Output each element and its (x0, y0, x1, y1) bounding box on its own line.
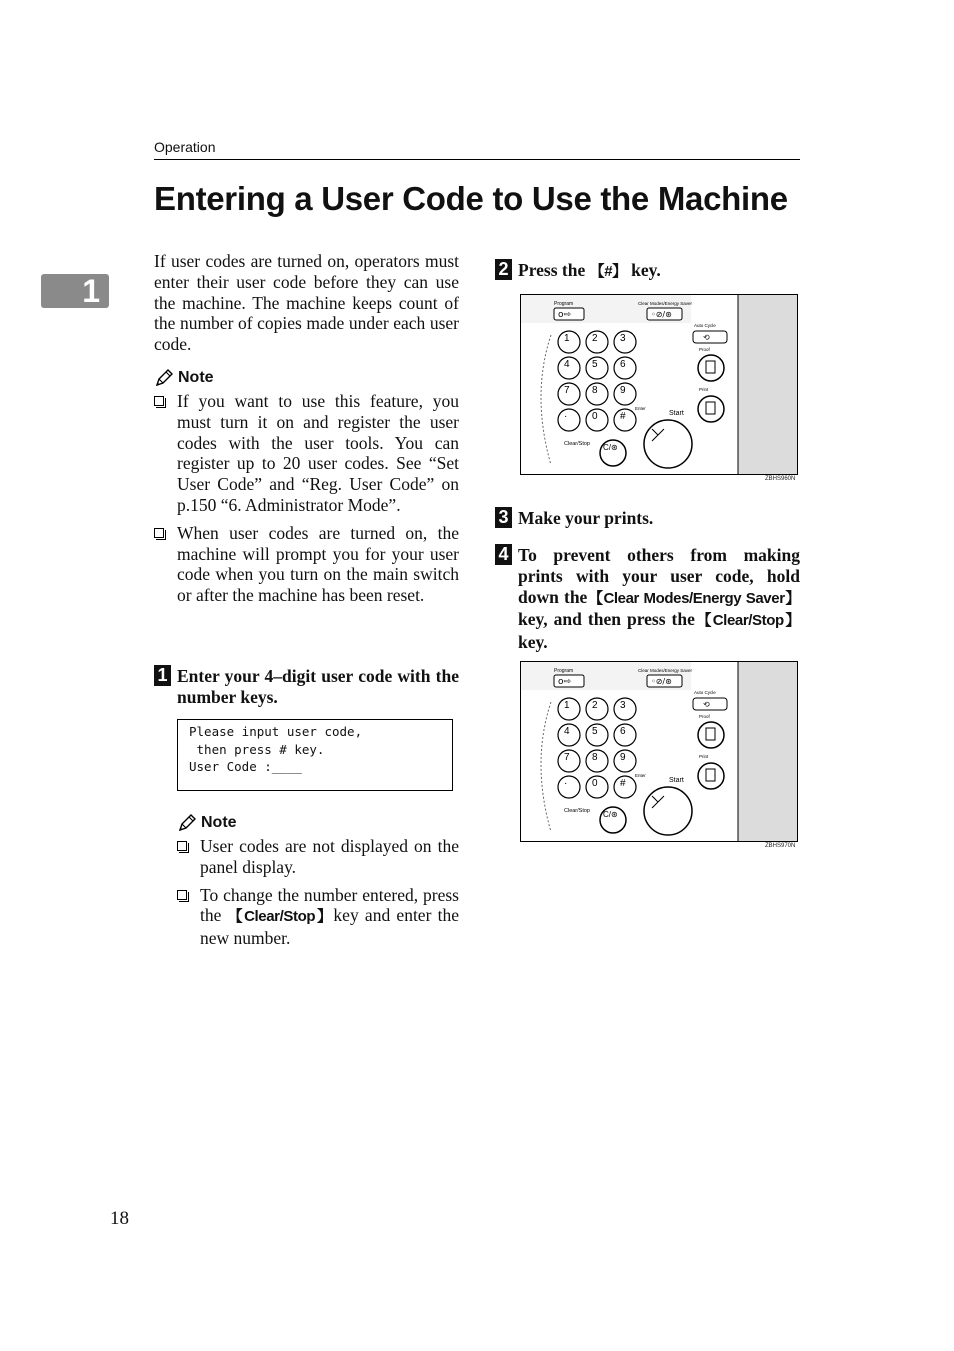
note-item (154, 391, 459, 516)
panel-group (521, 295, 798, 475)
number-key-label: 4 (564, 359, 570, 370)
print-key (698, 763, 724, 789)
key-name: 【Clear/Stop】 (227, 908, 334, 926)
step-3 (495, 508, 800, 529)
checkbox-bullet-icon (177, 841, 187, 851)
number-key-label: 9 (620, 752, 626, 763)
pencil-icon (154, 368, 174, 388)
control-panel-figure-2 (520, 661, 798, 842)
control-panel-figure-1 (520, 294, 798, 475)
start-key (644, 787, 692, 835)
clear-stop-key-text: C/⊛ (603, 810, 618, 819)
number-key-label: 3 (620, 700, 626, 711)
number-key-label: # (620, 411, 626, 422)
auto-cycle-icon: ⟲ (703, 333, 710, 342)
enter-label: Enter (635, 406, 646, 411)
step-4 (495, 545, 800, 653)
step-1 (154, 666, 459, 708)
step-text-part: To prevent others from making prints with your user code, hold down the (518, 545, 800, 607)
note-item-text: If you want to use this feature, you must turn it on and register the user codes with the user tools. You can register up to 20 user codes. See “Set User Code” and “Reg. User Code” on p.150 “6. Administrator Mode”. (177, 391, 459, 515)
program-key-icon: o⇨ (558, 677, 572, 687)
clear-modes-key-icon: ◦⊘/⊛ (651, 310, 672, 319)
clear-stop-key-text: C/⊛ (603, 443, 618, 452)
step-number: 2 (495, 259, 512, 280)
pencil-icon (177, 813, 197, 833)
note-item (154, 523, 459, 606)
page-title: Entering a User Code to Use the Machine (154, 180, 788, 217)
lcd-line: Please input user code, (189, 724, 363, 739)
number-key-label: 7 (564, 752, 570, 763)
key-name: 【Clear Modes/Energy Saver】 (587, 589, 800, 607)
intro-paragraph: If user codes are turned on, operators must enter their user code before they can use the machine. The machine keeps count of the number of copies made under each user code. (154, 251, 459, 355)
number-keypad (558, 331, 636, 431)
step-text-part: key. (518, 632, 548, 653)
proof-key (698, 722, 724, 748)
number-key-label: 6 (620, 726, 626, 737)
auto-cycle-icon: ⟲ (703, 700, 710, 709)
number-key (558, 776, 580, 798)
number-key-label: 3 (620, 333, 626, 344)
number-key-label: 5 (592, 359, 598, 370)
note-heading (177, 813, 459, 833)
figure-code: ZBHS960N (765, 476, 796, 482)
note-item-text: When user codes are turned on, the machine will prompt you for your user code when you turn on the main switch or after the machine has been reset. (177, 522, 459, 606)
print-key (698, 396, 724, 422)
key-name: 【Clear/Stop】 (694, 612, 800, 630)
lcd-display (177, 719, 453, 791)
control-panel-illustration (521, 662, 798, 842)
panel-group (521, 662, 798, 842)
number-key-label: 0 (592, 411, 598, 422)
start-label: Start (669, 410, 684, 417)
start-key (644, 420, 692, 468)
number-key-label: · (564, 778, 568, 789)
number-key-label: 4 (564, 726, 570, 737)
auto-cycle-label: Auto Cycle (694, 323, 716, 328)
note-item-text: To change the number entered, press the (200, 884, 459, 926)
figure-code: ZBHS970N (765, 843, 796, 849)
note-heading (154, 368, 459, 388)
number-key-label: · (564, 411, 568, 422)
program-label: Program (554, 301, 574, 307)
auto-cycle-key (693, 331, 727, 343)
number-key-label: 7 (564, 385, 570, 396)
number-key-label: # (620, 778, 626, 789)
note-heading-label: Note (178, 369, 214, 386)
number-key-label: 8 (592, 385, 598, 396)
step-text: Enter your 4–digit user code with the number keys. (177, 666, 459, 707)
start-label: Start (669, 777, 684, 784)
page-number: 18 (110, 1208, 129, 1229)
clear-modes-label: Clear Modes/Energy Saver (638, 301, 693, 306)
number-key-label: 0 (592, 778, 598, 789)
header-rule (154, 159, 800, 160)
number-key-label: 5 (592, 726, 598, 737)
number-key-label: 2 (592, 333, 598, 344)
checkbox-bullet-icon (177, 890, 187, 900)
number-key-label: 9 (620, 385, 626, 396)
proof-label: Proof (699, 347, 710, 352)
step-text (518, 260, 661, 283)
clear-stop-label: Clear/Stop (564, 441, 590, 447)
step-text-part: key. (626, 260, 661, 280)
clear-stop-label: Clear/Stop (564, 808, 590, 814)
step-2 (495, 260, 800, 283)
auto-cycle-key (693, 698, 727, 710)
step-text (518, 545, 800, 653)
step-number: 1 (154, 665, 171, 686)
auto-cycle-label: Auto Cycle (694, 690, 716, 695)
proof-key (698, 355, 724, 381)
number-key-label: 1 (564, 700, 570, 711)
note-block-1 (154, 368, 459, 606)
number-key (558, 409, 580, 431)
step-number: 3 (495, 507, 512, 528)
note-item-text: key and enter the new number. (200, 905, 460, 949)
number-keypad (558, 698, 636, 798)
note-item (177, 836, 459, 878)
step-text-part: Press the (518, 260, 590, 280)
enter-label: Enter (635, 773, 646, 778)
number-key-label: 1 (564, 333, 570, 344)
step-text-part: key, and then press the (518, 609, 695, 630)
clear-modes-key-icon: ◦⊘/⊛ (651, 677, 672, 686)
clear-modes-label: Clear Modes/Energy Saver (638, 668, 693, 673)
note-item (177, 885, 459, 949)
step-number: 4 (495, 544, 512, 565)
key-name: 【#】 (589, 263, 627, 280)
proof-label: Proof (699, 714, 710, 719)
note-heading-label: Note (201, 814, 237, 831)
running-header: Operation (154, 139, 216, 155)
lcd-line: then press # key. (189, 741, 325, 757)
number-key-label: 8 (592, 752, 598, 763)
number-key-label: 6 (620, 359, 626, 370)
print-label: Print (699, 754, 709, 759)
step-text: Make your prints. (518, 508, 654, 528)
control-panel-illustration (521, 295, 798, 475)
lcd-line: User Code :____ (189, 759, 302, 774)
checkbox-bullet-icon (154, 528, 164, 538)
chapter-tab: 1 (41, 274, 109, 308)
print-label: Print (699, 387, 709, 392)
number-key-label: 2 (592, 700, 598, 711)
program-label: Program (554, 668, 574, 674)
checkbox-bullet-icon (154, 396, 164, 406)
note-block-2 (177, 813, 459, 949)
program-key-icon: o⇨ (558, 310, 572, 320)
note-item-text: User codes are not displayed on the panel display. (200, 836, 459, 877)
